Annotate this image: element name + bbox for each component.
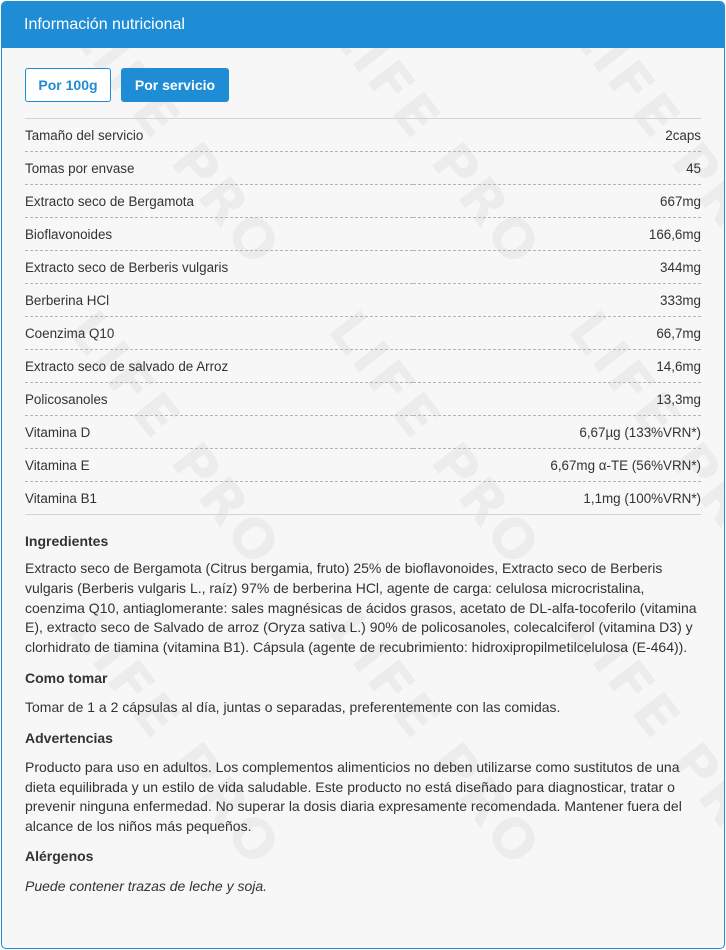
nutrient-name: Vitamina D <box>25 416 413 449</box>
tab-per-100g[interactable]: Por 100g <box>25 68 111 102</box>
nutrient-value: 6,67µg (133%VRN*) <box>413 416 701 449</box>
nutrition-row <box>25 284 701 317</box>
nutrient-name: Coenzima Q10 <box>25 317 413 350</box>
nutrient-value: 667mg <box>413 185 701 218</box>
nutrient-value: 166,6mg <box>413 218 701 251</box>
nutrition-panel <box>1 1 725 949</box>
nutrient-name: Policosanoles <box>25 383 413 416</box>
nutrient-value: 13,3mg <box>413 383 701 416</box>
ingredients-section <box>25 531 701 658</box>
nutrition-row <box>25 317 701 350</box>
allergens-heading: Alérgenos <box>25 847 94 864</box>
tab-per-serving[interactable]: Por servicio <box>121 68 229 102</box>
ingredients-heading: Ingredientes <box>25 533 109 549</box>
nutrient-name: Vitamina E <box>25 449 413 482</box>
nutrition-row <box>25 350 701 383</box>
nutrient-name: Extracto seco de Bergamota <box>25 185 413 218</box>
allergens-section <box>25 846 701 897</box>
nutrient-name: Berberina HCl <box>25 284 413 317</box>
how-to-take-text: Tomar de 1 a 2 cápsulas al día, juntas o separadas, preferentemente con las comidas. <box>25 698 561 715</box>
nutrient-value: 333mg <box>413 284 701 317</box>
nutrient-value: 6,67mg α-TE (56%VRN*) <box>413 449 701 482</box>
unit-tabs <box>25 68 701 102</box>
warnings-text: Producto para uso en adultos. Los complementos alimenticios no deben utilizarse como sustitutos de una dieta equilibrada y un estilo de vida saludable. Este producto no está diseñado para diagnosticar, tratar o prevenir ninguna enfermedad. No superar la dosis diaria expresamente recomendada. Mantener fuera del alcance de los niños más pequeños. <box>25 758 682 835</box>
panel-content <box>2 48 724 897</box>
nutrient-value: 1,1mg (100%VRN*) <box>413 482 701 515</box>
nutrient-name: Vitamina B1 <box>25 482 413 515</box>
nutrient-name: Bioflavonoides <box>25 218 413 251</box>
nutrient-name: Tamaño del servicio <box>25 119 413 152</box>
nutrition-row <box>25 119 701 152</box>
nutrient-value: 344mg <box>413 251 701 284</box>
nutrient-name: Tomas por envase <box>25 152 413 185</box>
nutrition-row <box>25 218 701 251</box>
nutrition-row <box>25 152 701 185</box>
nutrient-name: Extracto seco de salvado de Arroz <box>25 350 413 383</box>
allergens-text: Puede contener trazas de leche y soja. <box>25 877 268 894</box>
nutrition-row <box>25 449 701 482</box>
nutrition-row <box>25 383 701 416</box>
nutrient-value: 45 <box>413 152 701 185</box>
warnings-section <box>25 728 701 837</box>
nutrition-row <box>25 185 701 218</box>
nutrition-row <box>25 416 701 449</box>
nutrient-value: 66,7mg <box>413 317 701 350</box>
nutrition-table <box>25 118 701 515</box>
how-to-take-heading: Como tomar <box>25 669 108 686</box>
nutrition-row <box>25 251 701 284</box>
nutrition-row <box>25 482 701 515</box>
nutrient-name: Extracto seco de Berberis vulgaris <box>25 251 413 284</box>
nutrient-value: 14,6mg <box>413 350 701 383</box>
how-to-take-section <box>25 668 701 718</box>
nutrient-value: 2caps <box>413 119 701 152</box>
panel-title: Información nutricional <box>2 2 724 48</box>
warnings-heading: Advertencias <box>25 729 113 746</box>
ingredients-text: Extracto seco de Bergamota (Citrus bergamia, fruto) 25% de bioflavonoides, Extracto seco de Berberis vulgaris (Berberis vulgaris L., raíz) 97% de berberina HCl, agente de carga: celulosa microcristalina, coenzima Q10, antiaglomerante: sales magnésicas de ácidos grasos, acetato de DL-alfa-tocoferilo (vitamina E), extracto seco de Salvado de arroz (Oryza sativa L.) 90% de policosanoles, colecalciferol (vitamina D3) y clorhidrato de tiamina (vitamina B1). Cápsula (agente de recubrimiento: hidroxipropilmetilcelulosa (E-464)). <box>25 560 697 656</box>
